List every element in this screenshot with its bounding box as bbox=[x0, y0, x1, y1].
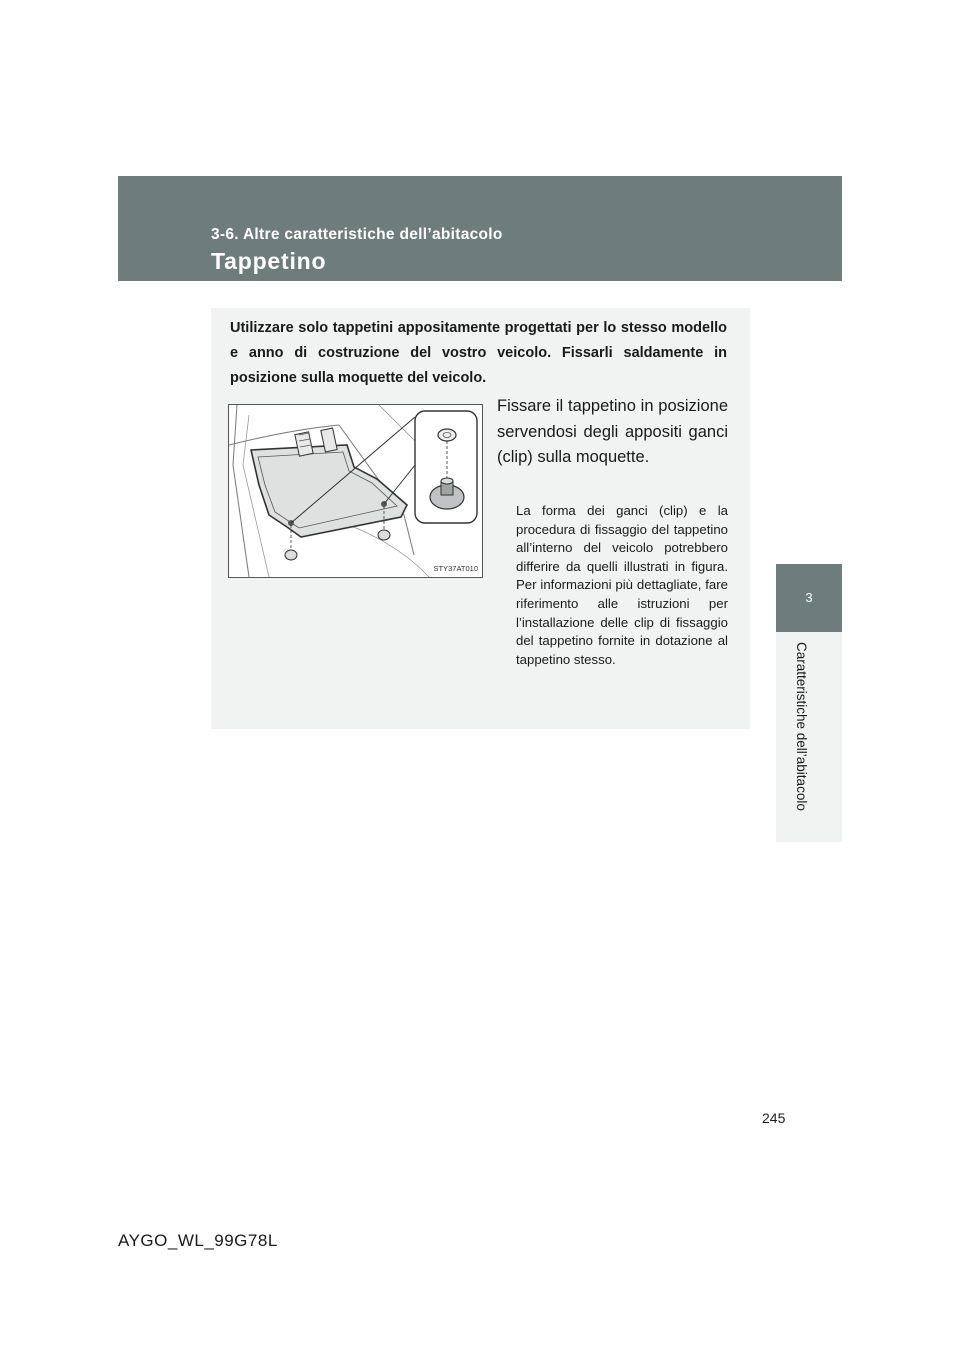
document-code: AYGO_WL_99G78L bbox=[118, 1231, 278, 1250]
chapter-label: Caratteristiche dell’abitacolo bbox=[794, 642, 809, 811]
page-title: Tappetino bbox=[211, 248, 327, 274]
header-band bbox=[118, 176, 842, 281]
chapter-number: 3 bbox=[805, 590, 813, 605]
intro-text: Utilizzare solo tappetini appositamente progettati per lo stesso modello e anno di costruzione del vostro veicolo. Fissarli saldamente in posizione sulla moquette del veicolo. bbox=[230, 320, 727, 386]
instruction-text: Fissare il tappetino in posizione servendosi degli appositi ganci (clip) sulla moquette. bbox=[497, 397, 728, 466]
note-text: La forma dei ganci (clip) e la procedura di fissaggio del tappetino all’interno del veicolo potrebbero differire da quelli illustrati in figura. Per informazioni più dettagliate, fare riferimento alle istruzioni per l’installazione delle clip di fissaggio del tappetino fornite in dotazione al tappetino stesso. bbox=[516, 503, 728, 667]
floor-mat-illustration bbox=[228, 404, 483, 578]
info-box bbox=[211, 308, 750, 729]
chapter-tab bbox=[776, 564, 842, 632]
floor-mat-drawing bbox=[229, 405, 482, 577]
figure-code: STY37AT010 bbox=[433, 564, 478, 573]
chapter-label-tab bbox=[776, 632, 842, 842]
page-number: 245 bbox=[762, 1110, 786, 1126]
section-label: 3-6. Altre caratteristiche dell’abitacolo bbox=[211, 226, 503, 243]
